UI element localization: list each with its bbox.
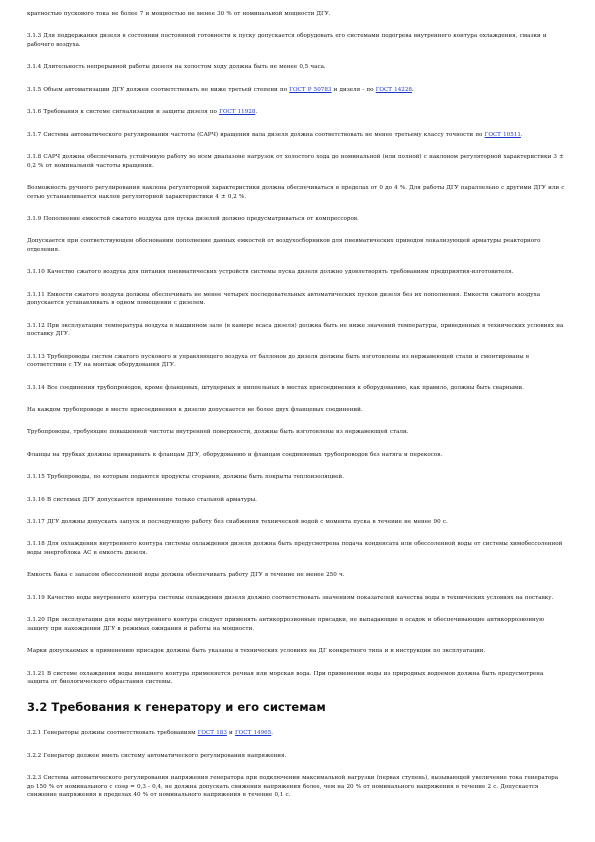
paragraph-text: 3.1.9 Пополнение емкостей сжатого воздуха для пуска дизелей должно предусматриваться от компрессоров. bbox=[27, 215, 359, 222]
standard-link[interactable]: ГОСТ 10511 bbox=[484, 131, 521, 138]
paragraph-text: 3.1.6 Требования к системе сигнализации и защиты дизеля по bbox=[27, 109, 220, 116]
paragraph bbox=[27, 451, 567, 460]
paragraph bbox=[27, 131, 567, 140]
paragraph bbox=[27, 594, 567, 603]
paragraph-text: 3.1.12 При эксплуатации температура воздуха в машинном зале (в камере всаса дизеля) должна быть не ниже значений температуры, приведенных в технических условиях на поставку ДГУ. bbox=[27, 322, 564, 338]
standard-link[interactable]: ГОСТ 11928 bbox=[219, 109, 256, 116]
paragraph bbox=[27, 153, 567, 170]
paragraph-text: 3.1.21 В системе охлаждения воды внешнего контура применяется речная или морская вода. При применении воды из природных водоемов должна быть предусмотрена защита от биологического обрастания системы. bbox=[27, 670, 544, 686]
paragraph-text: . bbox=[520, 131, 523, 138]
paragraph-text: 3.1.15 Трубопроводы, по которым подаются продукты сгорания, должны быть покрыты теплоизоляцией. bbox=[27, 474, 344, 481]
paragraph-text: Марки допускаемых к применению присадок должны быть указаны в технических условиях на ДГ конкретного типа и в инструкции по эксплуатации. bbox=[27, 648, 486, 655]
paragraph bbox=[27, 729, 567, 738]
paragraph-text: 3.1.4 Длительность непрерывной работы дизеля на холостом ходу должна быть не менее 0,5 часа. bbox=[27, 64, 326, 71]
paragraph bbox=[27, 384, 567, 393]
paragraph bbox=[27, 473, 567, 482]
paragraph-text: 3.2.2 Генератор должен иметь систему автоматического регулирования напряжения. bbox=[27, 752, 287, 759]
paragraph-text: . bbox=[271, 730, 274, 737]
paragraph bbox=[27, 108, 567, 117]
paragraph-text: . bbox=[411, 86, 414, 93]
standard-link[interactable]: ГОСТ 14228 bbox=[375, 86, 412, 93]
paragraph bbox=[27, 291, 567, 308]
paragraph-text: 3.1.7 Система автоматического регулирования частоты (САРЧ) вращения вала дизеля должна соответствовать не менее третьему классу точности по bbox=[27, 131, 485, 138]
paragraph-text: 3.1.19 Качество воды внутреннего контура системы охлаждения дизеля должно соответствовать значениям показателей качества воды в технических условиях на поставку. bbox=[27, 594, 554, 601]
paragraph-text: 3.1.8 САРЧ должна обеспечивать устойчивую работу во всем диапазоне нагрузок от холостого хода до номинальной (или полной) с наклоном регуляторной характеристики 3 ± 0,2 % от номинальной частоты вращения. bbox=[27, 153, 564, 169]
section-3-1-body bbox=[27, 10, 567, 687]
paragraph bbox=[27, 774, 567, 800]
paragraph bbox=[27, 184, 567, 201]
paragraph bbox=[27, 322, 567, 339]
paragraph-text: 3.1.16 В системах ДГУ допускается применение только стальной арматуры. bbox=[27, 496, 257, 503]
paragraph-text: 3.1.20 При эксплуатации для воды внутреннего контура следует применять антикоррозионные присадки, не выпадающие в осадок и обеспечивающие антикоррозионную защиту при нахождении ДГУ в режимах ожидания и работы на мощности. bbox=[27, 617, 544, 632]
paragraph bbox=[27, 237, 567, 254]
paragraph bbox=[27, 752, 567, 761]
paragraph bbox=[27, 32, 567, 49]
paragraph-text: 3.1.5 Объем автоматизации ДГУ должен соответствовать не ниже третьей степени по bbox=[27, 86, 290, 93]
paragraph bbox=[27, 670, 567, 687]
paragraph-text: 3.1.10 Качество сжатого воздуха для питания пневматических устройств системы пуска дизеля должно удовлетворять требованиям предприятия-изготовителя. bbox=[27, 269, 514, 276]
paragraph-text: 3.1.3 Для поддержания дизеля в состоянии постоянной готовности к пуску допускается оборудовать его системами подогрева внутреннего контура охлаждения, смазки и рабочего воздуха. bbox=[27, 33, 547, 48]
paragraph bbox=[27, 496, 567, 505]
paragraph-text: 3.1.13 Трубопроводы систем сжатого пускового и управляющего воздуха от баллонов до дизеля должны быть изготовлены из нержавеющей стали и смонтированы в соответствии с ТУ на монтаж оборудования ДГУ. bbox=[27, 353, 529, 369]
paragraph-text: 3.2.1 Генераторы должны соответствовать требованиям bbox=[27, 730, 198, 737]
standard-link[interactable]: ГОСТ Р 50783 bbox=[289, 86, 332, 93]
paragraph bbox=[27, 616, 567, 633]
paragraph-text: 3.1.14 Все соединения трубопроводов, кроме фланцевых, штуцерных и ниппельных в местах присоединения к оборудованию, как правило, должны быть сварными. bbox=[27, 384, 524, 391]
paragraph bbox=[27, 268, 567, 277]
paragraph bbox=[27, 86, 567, 95]
paragraph-text: и bbox=[226, 730, 235, 737]
paragraph bbox=[27, 428, 567, 437]
paragraph-text: Допускается при соответствующем обосновании пополнение данных емкостей от воздухосборников для пневматических приводов локализующей арматуры реакторного отделения. bbox=[27, 238, 541, 253]
paragraph bbox=[27, 353, 567, 370]
standard-link[interactable]: ГОСТ 14965 bbox=[234, 730, 272, 737]
paragraph bbox=[27, 518, 567, 527]
paragraph bbox=[27, 647, 567, 656]
paragraph-text: Емкость бака с запасом обессоленной воды должна обеспечивать работу ДГУ в течение не менее 250 ч. bbox=[27, 572, 345, 579]
paragraph-text: 3.1.17 ДГУ должны допускать запуск и последующую работу без снабжения технической водой с момента пуска в течение не менее 90 с. bbox=[27, 518, 448, 525]
paragraph bbox=[27, 10, 567, 19]
paragraph-text: кратностью пускового тока не более 7 и мощностью не менее 30 % от номинальной мощности ДГУ. bbox=[27, 11, 331, 17]
paragraph-text: Фланцы на трубках должны приваривать к фланцам ДГУ, оборудованию и фланцам соединяемых трубопроводов без натяга и перекосов. bbox=[27, 451, 443, 458]
paragraph-text: На каждом трубопроводе в месте присоединения к дизелю допускается не более двух фланцевых соединений. bbox=[27, 407, 363, 414]
document-page bbox=[27, 10, 567, 814]
paragraph-text: и дизеля - по bbox=[331, 86, 376, 93]
paragraph-text: 3.1.11 Емкости сжатого воздуха должны обеспечивать не менее четырех последовательных автоматических пусков дизеля без их пополнения. Емкости сжатого воздуха допускается устанавливать в одном помещении с дизелем. bbox=[27, 291, 541, 307]
section-heading: 3.2 Требования к генератору и его системам bbox=[27, 700, 326, 715]
paragraph bbox=[27, 63, 567, 72]
paragraph-text: 3.1.18 Для охлаждения внутреннего контура системы охлаждения дизеля должна быть предусмотрена подача конденсата или обессоленной воды от системы химобессоленной воды энергоблока АС в емкость дизеля. bbox=[27, 541, 563, 556]
paragraph bbox=[27, 540, 567, 557]
paragraph bbox=[27, 215, 567, 224]
paragraph bbox=[27, 571, 567, 580]
paragraph-text: . bbox=[255, 109, 258, 116]
paragraph-text: Трубопроводы, требующие повышенной чистоты внутренней поверхности, должны быть изготовлены из нержавеющей стали. bbox=[27, 429, 409, 436]
paragraph-text: 3.2.3 Система автоматического регулирования напряжения генератора при подключении максимальной нагрузки (первая ступень), вызывающей увеличение тока генератора до 150 % от номинального с cosφ = 0,3 - 0,4, не должна допускать снижения напряжения более, чем на 20 % от номинального напряжения в течение 2 с. Допускается снижение напряжения в пределах 40 % от номинального напряжения в течение 0,1 с. bbox=[27, 775, 559, 799]
paragraph-text: Возможность ручного регулирования наклона регуляторной характеристики должна обеспечиваться в пределах от 0 до 4 %. Для работы ДГУ параллельно с другими ДГУ или с сетью устанавливается наклон регуляторной характеристики 4 ± 0,2 %. bbox=[27, 184, 565, 200]
paragraph bbox=[27, 406, 567, 415]
standard-link[interactable]: ГОСТ 183 bbox=[197, 730, 227, 737]
section-3-2-body bbox=[27, 729, 567, 800]
